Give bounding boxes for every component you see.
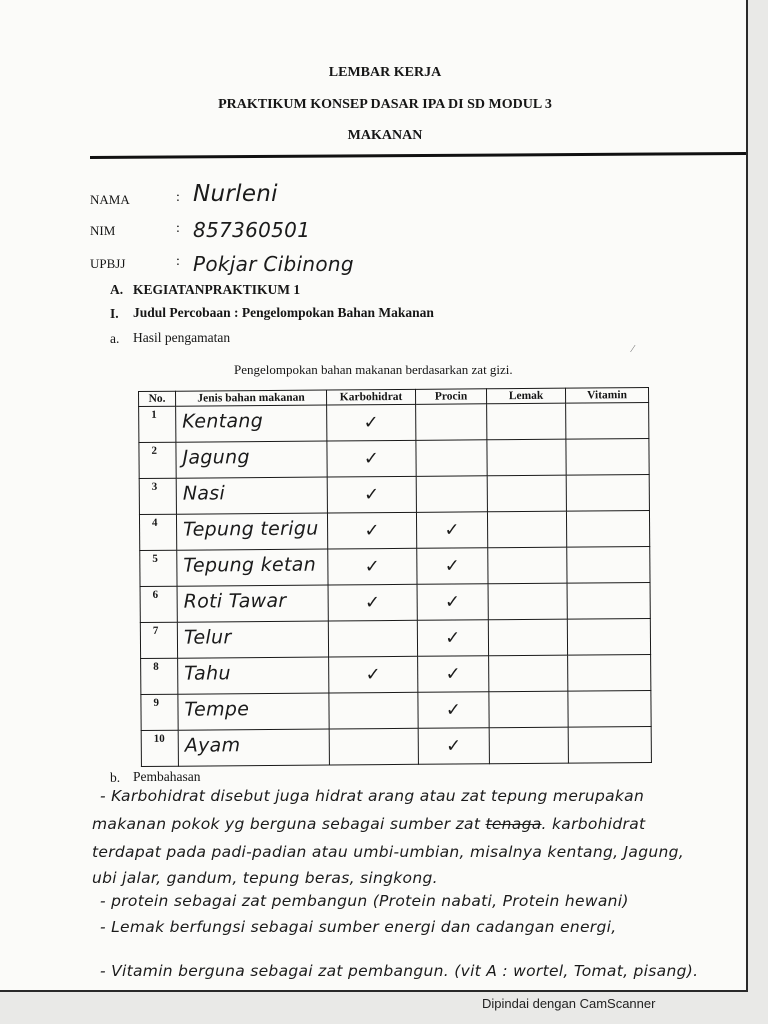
row-number: 7 — [140, 622, 177, 658]
name-colon: : — [176, 190, 180, 205]
section-1-marker: I. — [110, 306, 119, 321]
protein-check: ✓ — [416, 512, 487, 549]
lemak-check — [488, 619, 567, 656]
table-row — [140, 618, 650, 658]
section-b-title: Pembahasan — [133, 769, 201, 784]
table-row — [141, 726, 651, 766]
header-topic: MAKANAN — [347, 128, 423, 143]
lemak-check — [487, 475, 566, 512]
food-name: Tepung ketan — [177, 549, 328, 586]
name-value: Nurleni — [193, 181, 278, 207]
vitamin-check — [566, 474, 649, 511]
food-name: Tempe — [178, 693, 329, 730]
vitamin-check — [567, 582, 650, 619]
food-name: Telur — [177, 621, 328, 658]
table-caption: Pengelompokan bahan makanan berdasarkan zat gizi. — [234, 362, 513, 377]
food-name: Kentang — [176, 405, 327, 442]
row-number: 9 — [141, 694, 178, 730]
table-body — [139, 402, 652, 766]
karbohidrat-check: ✓ — [328, 548, 417, 585]
lemak-check — [487, 511, 566, 548]
protein-check — [416, 476, 487, 513]
table-row — [139, 402, 649, 442]
protein-check: ✓ — [418, 692, 489, 729]
nim-colon: : — [176, 221, 180, 236]
lemak-check — [489, 655, 568, 692]
vitamin-check — [567, 546, 650, 583]
vitamin-check — [567, 618, 650, 655]
upbjj-value: Pokjar Cibinong — [193, 252, 354, 276]
header-subtitle: PRAKTIKUM KONSEP DASAR IPA DI SD MODUL 3 — [218, 97, 552, 112]
scanner-watermark: Dipindai dengan CamScanner — [482, 996, 656, 1011]
row-number: 4 — [139, 514, 176, 550]
row-number: 3 — [139, 478, 176, 514]
food-name: Tahu — [178, 657, 329, 694]
karbohidrat-check: ✓ — [327, 512, 416, 549]
row-number: 6 — [140, 586, 177, 622]
karbohidrat-check: ✓ — [329, 656, 418, 693]
nim-label: NIM — [90, 223, 116, 238]
karbohidrat-check: ✓ — [328, 584, 417, 621]
row-number: 8 — [141, 658, 178, 694]
section-b-marker: b. — [110, 770, 121, 785]
discussion-line-6: - Lemak berfungsi sebagai sumber energi dan cadangan energi, — [100, 918, 617, 936]
header-vitamin: Vitamin — [565, 387, 648, 403]
protein-check — [416, 404, 487, 441]
protein-check: ✓ — [417, 584, 488, 621]
discussion-line-5: - protein sebagai zat pembangun (Protein nabati, Protein hewani) — [100, 892, 629, 910]
row-number: 2 — [139, 442, 176, 478]
vitamin-check — [566, 510, 649, 547]
discussion-struck-word: tenaga — [485, 815, 542, 833]
food-name: Roti Tawar — [177, 585, 328, 622]
nim-value: 857360501 — [193, 218, 311, 242]
lemak-check — [489, 691, 568, 728]
row-number: 10 — [141, 730, 178, 766]
discussion-line-3: terdapat pada padi-padian atau umbi-umbian, misalnya kentang, Jagung, — [92, 843, 684, 861]
discussion-line-1: - Karbohidrat disebut juga hidrat arang atau zat tepung merupakan — [100, 787, 645, 805]
vitamin-check — [566, 438, 649, 475]
discussion-line-2-start: makanan pokok yg berguna sebagai sumber zat — [92, 815, 481, 833]
header-protein: Procin — [415, 389, 486, 405]
discussion-line-2 — [92, 815, 645, 833]
food-name: Jagung — [176, 441, 327, 478]
food-name: Nasi — [176, 477, 327, 514]
vitamin-check — [568, 654, 651, 691]
lemak-check — [488, 583, 567, 620]
header-lemak: Lemak — [486, 388, 565, 404]
karbohidrat-check — [329, 692, 418, 729]
name-label: NAMA — [90, 192, 130, 207]
table-row — [139, 474, 649, 514]
protein-check: ✓ — [417, 548, 488, 585]
discussion-line-7: - Vitamin berguna sebagai zat pembangun. (vit A : wortel, Tomat, pisang). — [100, 962, 699, 980]
lemak-check — [487, 403, 566, 440]
table-row — [139, 510, 649, 550]
discussion-line-4: ubi jalar, gandum, tepung beras, singkong. — [92, 869, 438, 887]
row-number: 5 — [140, 550, 177, 586]
vitamin-check — [568, 690, 651, 727]
vitamin-check — [566, 402, 649, 439]
karbohidrat-check: ✓ — [327, 404, 416, 441]
header-divider — [90, 152, 746, 159]
row-number: 1 — [139, 406, 176, 442]
discussion-line-2-end: . karbohidrat — [541, 815, 646, 833]
table-row — [141, 654, 651, 694]
section-1-title: Judul Percobaan : Pengelompokan Bahan Makanan — [133, 305, 434, 320]
section-a-sub-marker: a. — [110, 331, 120, 346]
karbohidrat-check — [329, 728, 418, 765]
header-food: Jenis bahan makanan — [176, 390, 327, 406]
header-title: LEMBAR KERJA — [328, 65, 442, 80]
protein-check: ✓ — [418, 656, 489, 693]
karbohidrat-check: ✓ — [327, 476, 416, 513]
upbjj-colon: : — [176, 254, 180, 269]
section-a-sub-title: Hasil pengamatan — [133, 330, 231, 345]
table-row — [140, 546, 650, 586]
protein-check: ✓ — [418, 728, 489, 765]
section-a-marker: A. — [110, 282, 124, 297]
vitamin-check — [568, 726, 651, 763]
protein-check: ✓ — [417, 620, 488, 657]
stray-mark: ⁄ — [632, 344, 634, 355]
table-row — [140, 582, 650, 622]
karbohidrat-check: ✓ — [327, 440, 416, 477]
lemak-check — [489, 727, 568, 764]
nutrient-table — [138, 387, 652, 767]
table-row — [139, 438, 649, 478]
section-a-title: KEGIATANPRAKTIKUM 1 — [133, 282, 301, 297]
protein-check — [416, 440, 487, 477]
food-name: Tepung terigu — [176, 513, 327, 550]
food-name: Ayam — [178, 729, 329, 766]
upbjj-label: UPBJJ — [90, 256, 126, 271]
lemak-check — [488, 547, 567, 584]
header-no: No. — [139, 391, 176, 406]
lemak-check — [487, 439, 566, 476]
header-karbohidrat: Karbohidrat — [326, 389, 415, 405]
karbohidrat-check — [328, 620, 417, 657]
table-row — [141, 690, 651, 730]
